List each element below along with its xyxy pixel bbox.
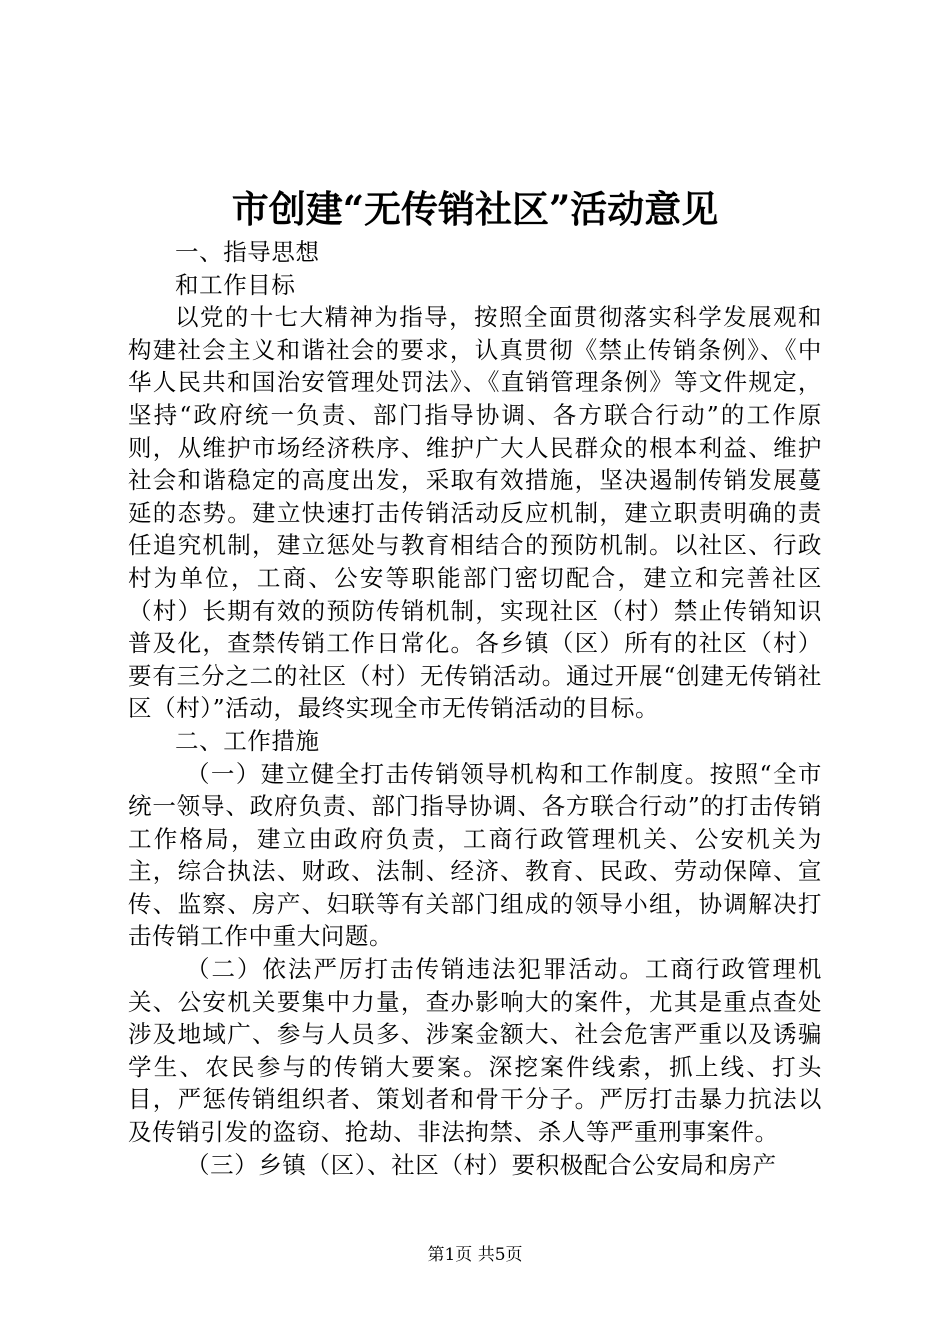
paragraph-measure-2: （二）依法严厉打击传销违法犯罪活动。工商行政管理机关、公安机关要集中力量，查办影响大的案件，尤其是重点查处涉及地域广、参与人员多、涉案金额大、社会危害严重以及诱骗学生、农民参与的传销大要案。深挖案件线索，抓上线、打头目，严惩传销组织者、策划者和骨干分子。严厉打击暴力抗法以及传销引发的盗窃、抢劫、非法拘禁、杀人等严重刑事案件。 — [128, 955, 822, 1147]
document-body — [128, 236, 822, 1181]
document-title: 市创建“无传销社区”活动意见 — [231, 187, 719, 231]
section-heading-guiding-ideology: 一、指导思想 — [175, 238, 320, 266]
section-heading-work-measures: 二、工作措施 — [175, 726, 320, 755]
section-heading-work-goals: 和工作目标 — [175, 270, 296, 299]
paragraph-guiding-ideology: 以党的十七大精神为指导，按照全面贯彻落实科学发展观和构建社会主义和谐社会的要求，认真贯彻《禁止传销条例》、《中华人民共和国治安管理处罚法》、《直销管理条例》等文件规定，坚持“政府统一负责、部门指导协调、各方联合行动”的工作原则，从维护市场经济秩序、维护广大人民群众的根本利益、维护社会和谐稳定的高度出发，采取有效措施，坚决遏制传销发展蔓延的态势。建立快速打击传销活动反应机制，建立职责明确的责任追究机制，建立惩处与教育相结合的预防机制。以社区、行政村为单位，工商、公安等职能部门密切配合，建立和完善社区（村）长期有效的预防传销机制，实现社区（村）禁止传销知识普及化，查禁传销工作日常化。各乡镇（区）所有的社区（村）要有三分之二的社区（村）无传销活动。通过开展“创建无传销社区（村）”活动，最终实现全市无传销活动的目标。 — [128, 303, 822, 723]
page-number-footer: 第1页 共5页 — [427, 1245, 523, 1265]
paragraph-measure-3: （三）乡镇（区）、社区（村）要积极配合公安局和房产 — [186, 1150, 777, 1179]
paragraph-measure-1: （一）建立健全打击传销领导机构和工作制度。按照“全市统一领导、政府负责、部门指导协调、各方联合行动”的打击传销工作格局，建立由政府负责，工商行政管理机关、公安机关为主，综合执法、财政、法制、经济、教育、民政、劳动保障、宣传、监察、房产、妇联等有关部门组成的领导小组，协调解决打击传销工作中重大问题。 — [128, 759, 822, 951]
